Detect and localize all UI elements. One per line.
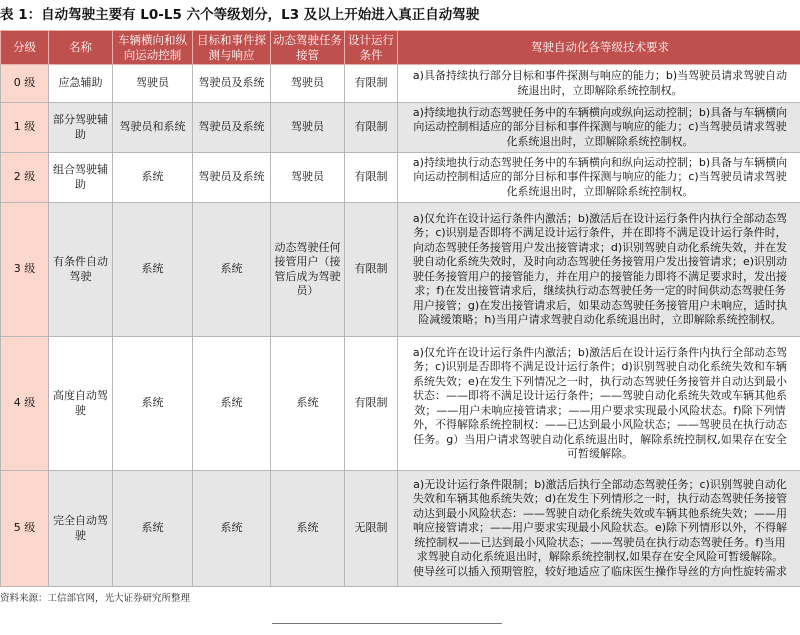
header-name: 名称 <box>49 31 113 65</box>
requirement-line: 务；c)识别是否即将不满足设计运行条件，并在即将不满足设计运行条件时， <box>413 226 787 239</box>
requirement-line: 求驾驶自动化系统退出时，解除系统控制权,如果存在安全风险可暂缓解除。 <box>416 550 784 564</box>
requirements-cell <box>398 337 800 471</box>
lateral-control-cell: 驾驶员和系统 <box>113 103 193 153</box>
requirement-line: 驶自动化系统失效时，及时向动态驾驶任务接管用户发出接管请求；e)识别动 <box>412 255 788 268</box>
requirement-line: 化系统退出时，立即解除系统控制权。 <box>506 134 694 148</box>
grade-cell: 4 级 <box>1 337 49 471</box>
odd-cell: 有限制 <box>345 103 398 153</box>
requirements-cell <box>398 203 800 337</box>
detection-cell: 驾驶员及系统 <box>193 153 271 203</box>
requirements-cell <box>398 153 800 203</box>
table-row <box>1 471 800 587</box>
requirement-line: 任务。g）当用户请求驾驶自动化系统退出时，解除系统控制权,如果存在安全 <box>413 432 787 446</box>
requirement-line: 响应接管请求；——用户要求实现最小风险状态。e)除下列情形以外，不得解 <box>412 521 788 535</box>
requirement-line: 向动态驾驶任务接管用户发出接管请求；d)识别驾驶自动化系统失效，并在发 <box>412 240 788 254</box>
takeover-cell: 动态驾驶任何接管用户（接管后成为驾驶员） <box>271 203 345 337</box>
requirement-line: 向运动控制相适应的部分目标和事件探测与响应的能力；c)当驾驶员请求驾驶 <box>413 120 787 134</box>
header-lateral-control: 车辆横向和纵向运动控制 <box>113 31 193 65</box>
requirement-line: a)持续地执行动态驾驶任务中的车辆横向和纵向运动控制；b)具备与车辆横向 <box>412 155 788 169</box>
requirement-line: 效；——用户未响应接管请求；——用户要求实现最小风险状态。f)除下列情 <box>414 403 786 417</box>
header-row <box>1 31 800 65</box>
lateral-control-cell: 系统 <box>113 153 193 203</box>
header-grade: 分级 <box>1 31 49 65</box>
header-odd: 设计运行条件 <box>345 31 398 65</box>
requirement-line: 统退出时，立即解除系统控制权。 <box>517 83 683 97</box>
requirement-line: a)无设计运行条件限制；b)激活后执行全部动态驾驶任务；c)识别驾驶自动化 <box>413 477 787 491</box>
lateral-control-cell: 驾驶员 <box>113 65 193 103</box>
odd-cell: 有限制 <box>345 337 398 471</box>
takeover-cell: 驾驶员 <box>271 153 345 203</box>
grade-cell: 5 级 <box>1 471 49 587</box>
requirements-cell <box>398 471 800 587</box>
requirement-line: 驶任务接管用户的接管能力，并在用户的接管能力即将不满足要求时，发出接 <box>413 269 787 283</box>
requirement-line: 务；c)识别是否即将不满足设计运行条件；d)识别驾驶自动化系统失效和车辆 <box>413 360 787 373</box>
requirement-line: 用户接管；g)在发出接管请求后，如果动态驾驶任务接管用户未响应，适时执 <box>412 298 788 312</box>
requirement-line: 求；f)在发出接管请求后，继续执行动态驾驶任务一定的时间供动态驾驶任务 <box>414 284 786 297</box>
grade-cell: 3 级 <box>1 203 49 337</box>
takeover-cell: 系统 <box>271 337 345 471</box>
header-requirements: 驾驶自动化各等级技术要求 <box>398 31 800 65</box>
requirement-line: 外，不得解除系统控制权：——已达到最小风险状态；——驾驶员在执行动态 <box>413 418 787 431</box>
requirement-line: 失效和车辆其他系统失效；d)在发生下列情形之一时，执行动态驾驶任务接管 <box>412 492 788 506</box>
requirement-line: a)仅允许在设计运行条件内激活；b)激活后在设计运行条件内执行全部动态驾 <box>412 211 788 225</box>
requirement-line: a)仅允许在设计运行条件内激活；b)激活后在设计运行条件内执行全部动态驾 <box>412 345 788 359</box>
requirement-line: 险减缓策略；h)当用户请求驾驶自动化系统退出时，立即解除系统控制权。 <box>418 313 782 326</box>
lateral-control-cell: 系统 <box>113 471 193 587</box>
detection-cell: 系统 <box>193 203 271 337</box>
lateral-control-cell: 系统 <box>113 203 193 337</box>
source-note: 资料来源：工信部官网，光大证券研究所整理 <box>0 593 191 604</box>
requirements-cell <box>398 65 800 103</box>
name-cell: 有条件自动驾驶 <box>49 203 113 337</box>
odd-cell: 无限制 <box>345 471 398 587</box>
header-detection: 目标和事件探测与响应 <box>193 31 271 65</box>
table-row <box>1 65 800 103</box>
detection-cell: 系统 <box>193 337 271 471</box>
requirement-line: 向运动控制相适应的部分目标和事件探测与响应的能力；c)当驾驶员请求驾驶 <box>413 170 787 184</box>
table-row <box>1 337 800 471</box>
takeover-cell: 系统 <box>271 471 345 587</box>
table-row <box>1 153 800 203</box>
autonomy-levels-table <box>0 30 800 587</box>
table-title: 表 1：自动驾驶主要有 L0-L5 六个等级划分，L3 及以上开始进入真正自动驾驶 <box>0 7 480 23</box>
detection-cell: 驾驶员及系统 <box>193 65 271 103</box>
name-cell: 完全自动驾驶 <box>49 471 113 587</box>
name-cell: 应急辅助 <box>49 65 113 103</box>
name-cell: 部分驾驶辅助 <box>49 103 113 153</box>
detection-cell: 驾驶员及系统 <box>193 103 271 153</box>
name-cell: 高度自动驾驶 <box>49 337 113 471</box>
odd-cell: 有限制 <box>345 65 398 103</box>
takeover-cell: 驾驶员 <box>271 103 345 153</box>
requirement-line: 系统失效；e)在发生下列情况之一时，执行动态驾驶任务接管并自动达到最小 <box>412 374 788 388</box>
name-cell: 组合驾驶辅助 <box>49 153 113 203</box>
requirement-line: 可暂缓解除。 <box>567 447 633 460</box>
lateral-control-cell: 系统 <box>113 337 193 471</box>
table-row <box>1 103 800 153</box>
requirement-line: 化系统退出时，立即解除系统控制权。 <box>506 184 694 198</box>
header-takeover: 动态驾驶任务接管 <box>271 31 345 65</box>
requirement-line: a)持续地执行动态驾驶任务中的车辆横向或纵向运动控制；b)具备与车辆横向 <box>412 105 788 119</box>
odd-cell: 有限制 <box>345 203 398 337</box>
requirement-line: 统控制权——已达到最小风险状态；——驾驶员在执行动态驾驶任务。f)当用 <box>414 535 786 549</box>
requirement-line: a)具备持续执行部分目标和事件探测与响应的能力；b)当驾驶员请求驾驶自动 <box>412 69 788 82</box>
takeover-cell: 驾驶员 <box>271 65 345 103</box>
requirement-line: 动达到最小风险状态：——驾驶自动化系统失效或车辆其他系统失效；——用 <box>413 506 787 520</box>
detection-cell: 系统 <box>193 471 271 587</box>
requirements-cell <box>398 103 800 153</box>
requirement-line: 状态：——即将不满足设计运行条件；——驾驶自动化系统失效或车辆其他系 <box>413 389 787 402</box>
odd-cell: 有限制 <box>345 153 398 203</box>
bottom-divider <box>272 623 502 624</box>
grade-cell: 2 级 <box>1 153 49 203</box>
grade-cell: 0 级 <box>1 65 49 103</box>
grade-cell: 1 级 <box>1 103 49 153</box>
table-row <box>1 203 800 337</box>
requirement-line: 使导丝可以插入预期管腔，较好地适应了临床医生操作导丝的方向性旋转需求 <box>413 564 787 578</box>
